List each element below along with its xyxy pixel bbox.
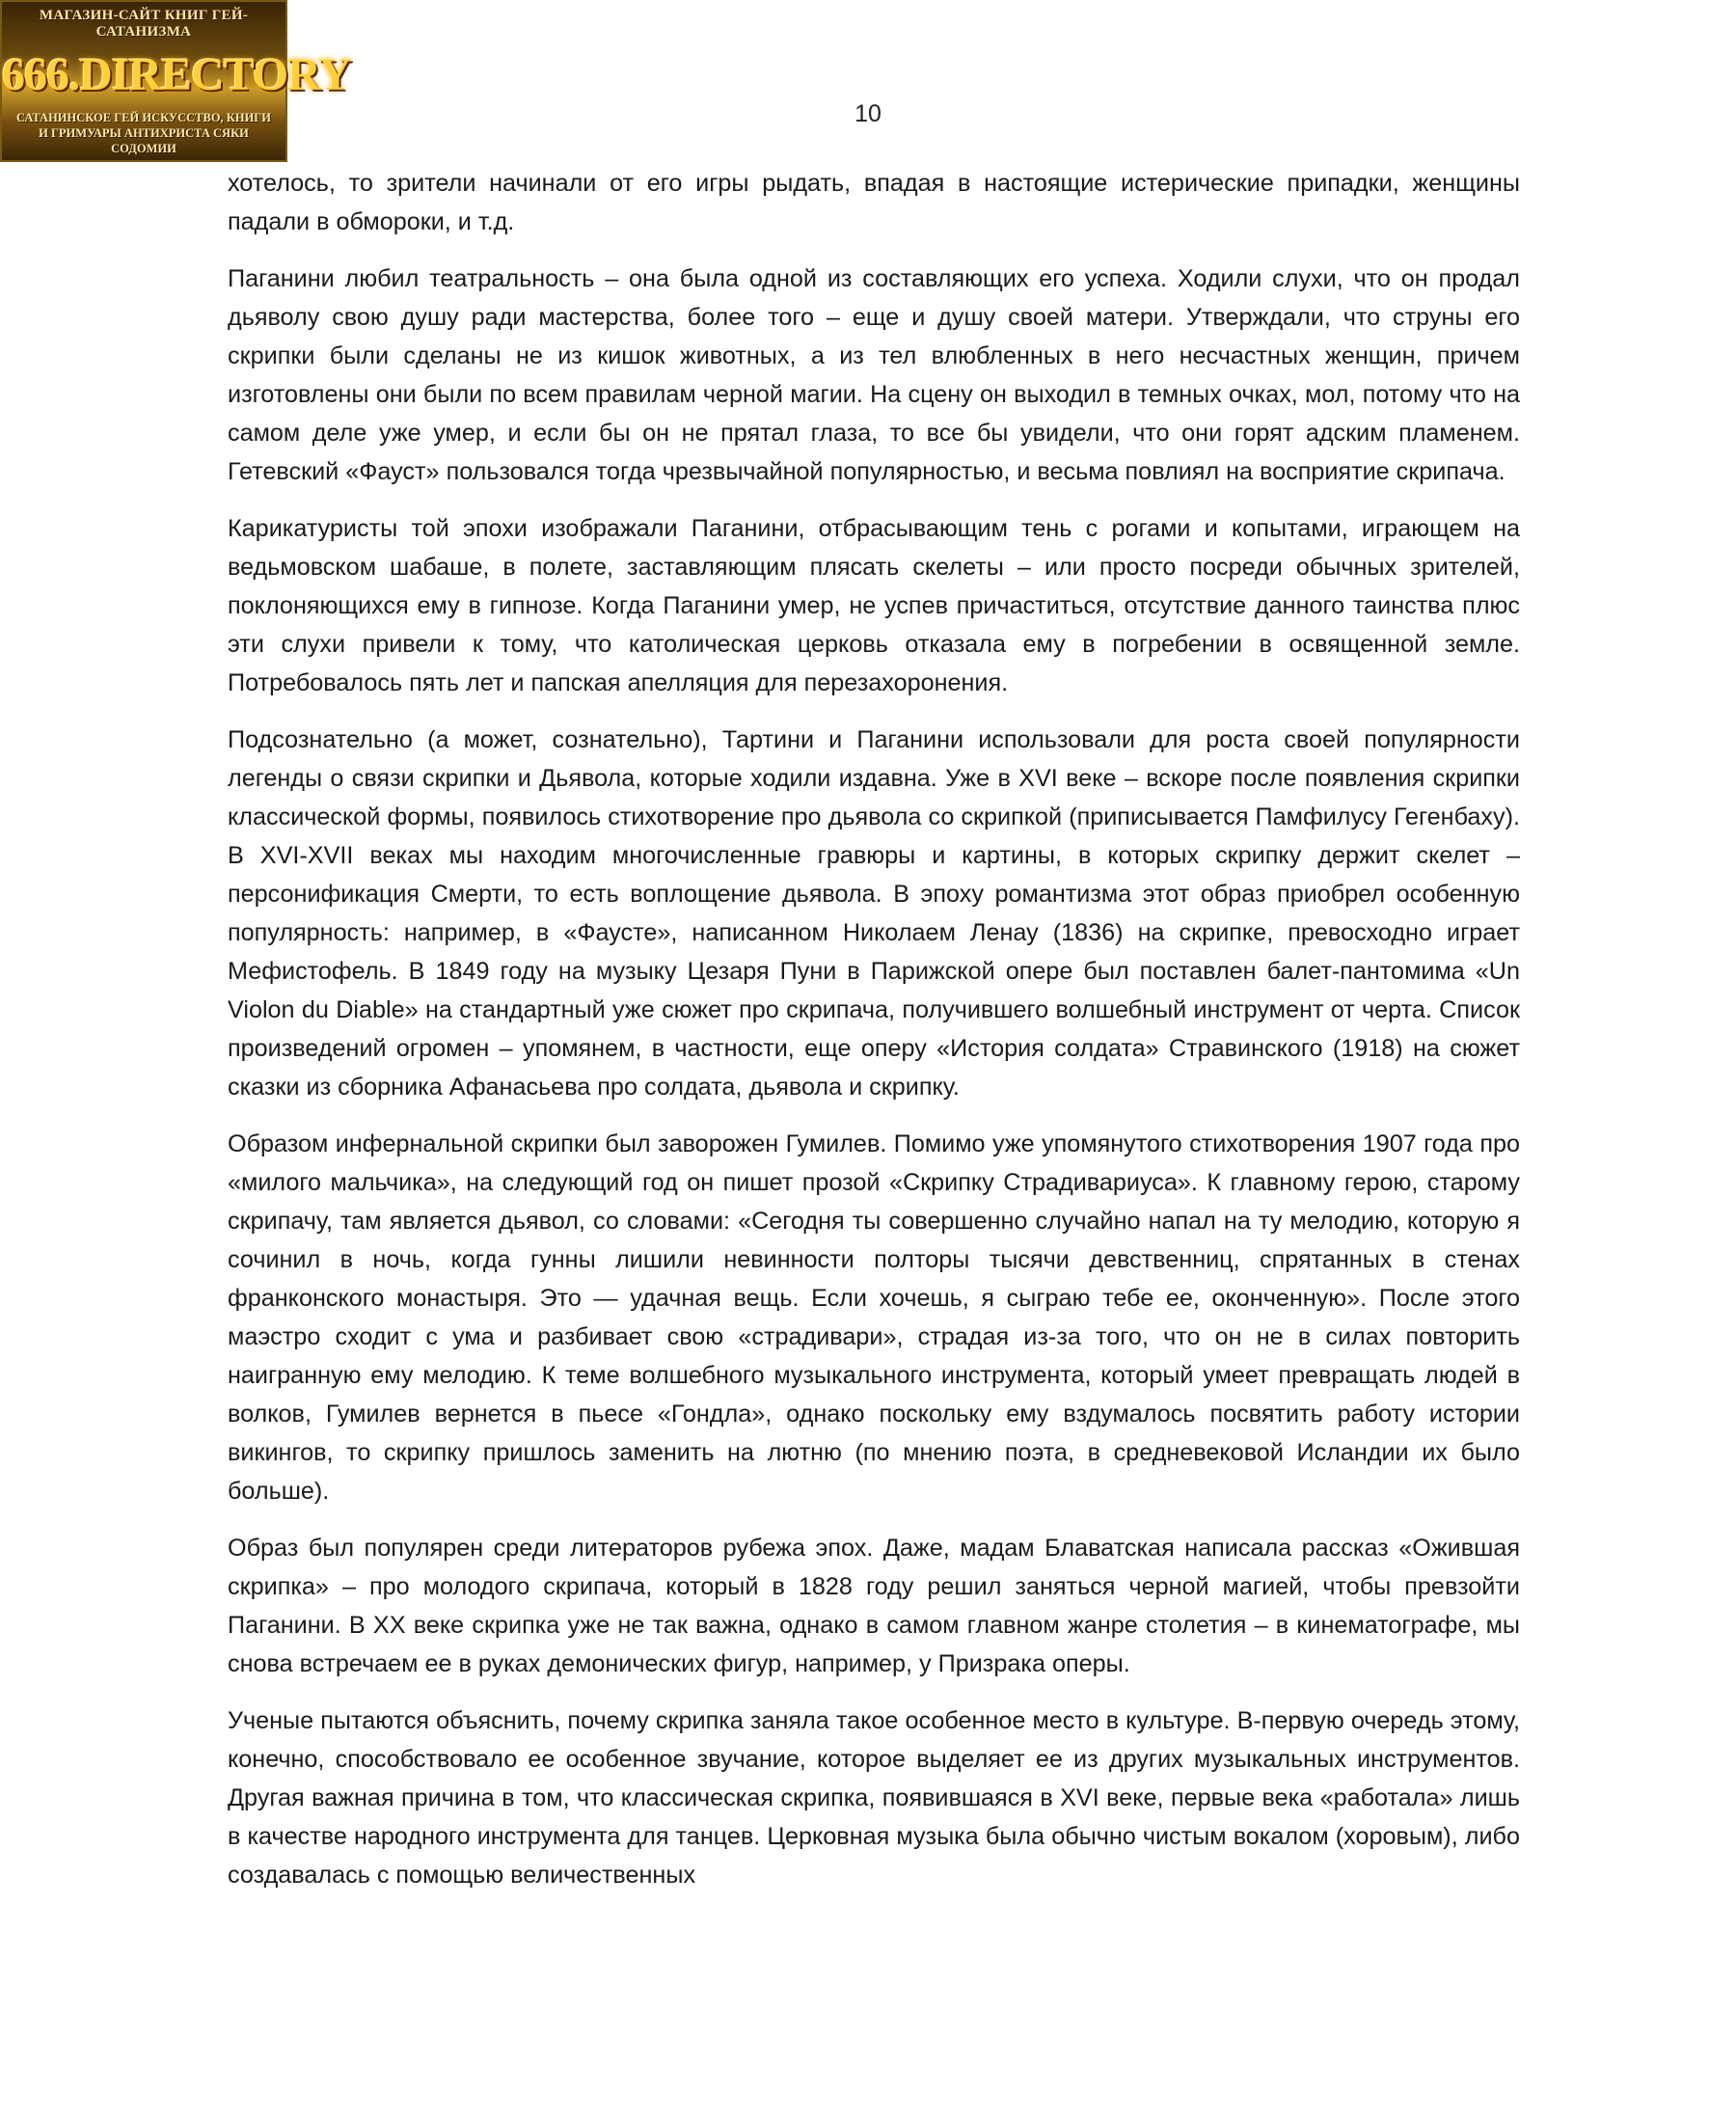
logo-subtitle-line-1: САТАНИНСКОЕ ГЕЙ ИСКУССТВО, КНИГИ: [16, 111, 271, 124]
paragraph: хотелось, то зрители начинали от его игры рыдать, впадая в настоящие истерические припадки, женщины падали в обмороки, и т.д.: [228, 170, 1520, 235]
logo-subtitle-line-2: И ГРИМУАРЫ АНТИХРИСТА СЯКИ СОДОМИИ: [39, 126, 249, 155]
paragraph: Подсознательно (а может, сознательно), Тартини и Паганини использовали для роста своей популярности легенды о связи скрипки и Дьявола, которые ходили издавна. Уже в XVI веке – вскоре после появления скрипки классической формы, появилось стихотворение про дьявола со скрипкой (приписывается Памфилусу Гегенбаху). В XVI-XVII веках мы находим многочисленные гравюры и картины, в которых скрипку держит скелет – персонификация Смерти, то есть воплощение дьявола. В эпоху романтизма этот образ приобрел особенную популярность: например, в «Фаусте», написанном Николаем Ленау (1836) на скрипке, превосходно играет Мефистофель. В 1849 году на музыку Цезаря Пуни в Парижской опере был поставлен балет-пантомима «Un Violon du Diable» на стандартный уже сюжет про скрипача, получившего волшебный инструмент от черта. Список произведений огромен – упомянем, в частности, еще оперу «История солдата» Стравинского (1918) на сюжет сказки из сборника Афанасьева про солдата, дьявола и скрипку.: [228, 726, 1520, 1101]
page-number: 10: [854, 100, 882, 127]
site-logo[interactable]: [0, 0, 351, 162]
paragraph: Карикатуристы той эпохи изображали Паганини, отбрасывающим тень с рогами и копытами, играющем на ведьмовском шабаше, в полете, заставляющим плясать скелеты – или просто посреди обычных зрителей, поклоняющихся ему в гипнозе. Когда Паганини умер, не успев причаститься, отсутствие данного таинства плюс эти слухи привели к тому, что католическая церковь отказала ему в погребении в освященной земле. Потребовалось пять лет и папская апелляция для перезахоронения.: [228, 515, 1520, 696]
logo-title: 666.DIRECTORY: [2, 49, 351, 100]
logo-top-line: МАГАЗИН-САЙТ КНИГ ГЕЙ-САТАНИЗМА: [39, 8, 249, 40]
paragraph: Образом инфернальной скрипки был заворожен Гумилев. Помимо уже упомянутого стихотворения 1907 года про «милого мальчика», на следующий год он пишет прозой «Скрипку Страдивариуса». К главному герою, старому скрипачу, там является дьявол, со словами: «Сегодня ты совершенно случайно напал на ту мелодию, которую я сочинил в ночь, когда гунны лишили невинности полторы тысячи девственниц, спрятанных в стенах франконского монастыря. Это — удачная вещь. Если хочешь, я сыграю тебе ее, оконченную». После этого маэстро сходит с ума и разбивает свою «страдивари», страдая из-за того, что он не в силах повторить наигранную ему мелодию. К теме волшебного музыкального инструмента, который умеет превращать людей в волков, Гумилев вернется в пьесе «Гондла», однако поскольку ему вздумалось посвятить работу истории викингов, то скрипку пришлось заменить на лютню (по мнению поэта, в средневековой Исландии их было больше).: [228, 1130, 1520, 1505]
document-body: [228, 164, 1520, 1913]
paragraph: Ученые пытаются объяснить, почему скрипка заняла такое особенное место в культуре. В-первую очередь этому, конечно, способствовало ее особенное звучание, которое выделяет ее из других музыкальных инструментов. Другая важная причина в том, что классическая скрипка, появившаяся в XVI веке, первые века «работала» лишь в качестве народного инструмента для танцев. Церковная музыка была обычно чистым вокалом (хоровым), либо создавалась с помощью величественных: [228, 1707, 1520, 1889]
paragraph: Образ был популярен среди литераторов рубежа эпох. Даже, мадам Блаватская написала рассказ «Ожившая скрипка» – про молодого скрипача, который в 1828 году решил заняться черной магией, чтобы превзойти Паганини. В XX веке скрипка уже не так важна, однако в самом главном жанре столетия – в кинематографе, мы снова встречаем ее в руках демонических фигур, например, у Призрака оперы.: [228, 1535, 1520, 1677]
paragraph: Паганини любил театральность – она была одной из составляющих его успеха. Ходили слухи, что он продал дьяволу свою душу ради мастерства, более того – еще и душу своей матери. Утверждали, что струны его скрипки были сделаны не из кишок животных, а из тел влюбленных в него несчастных женщин, причем изготовлены они были по всем правилам черной магии. На сцену он выходил в темных очках, мол, потому что на самом деле уже умер, и если бы он не прятал глаза, то все бы увидели, что они горят адским пламенем. Гетевский «Фауст» пользовался тогда чрезвычайной популярностью, и весьма повлиял на восприятие скрипача.: [228, 265, 1520, 485]
